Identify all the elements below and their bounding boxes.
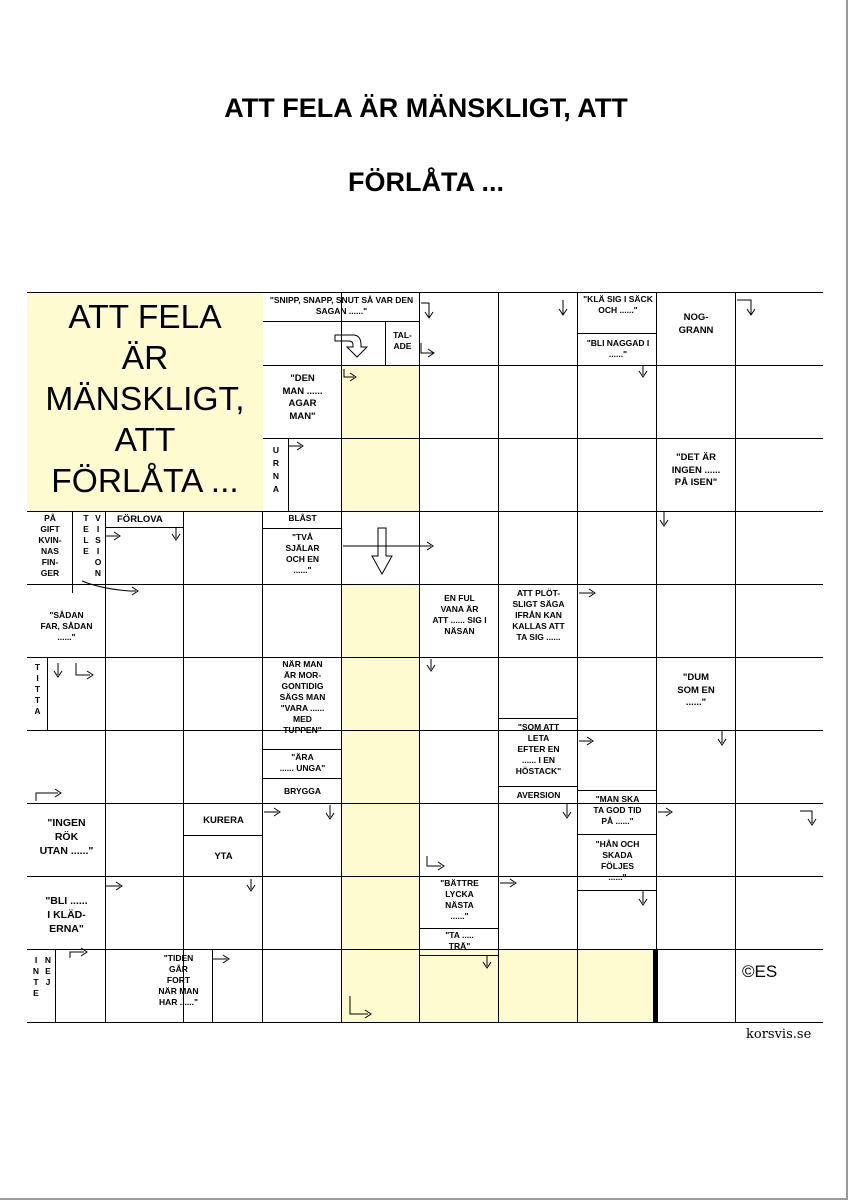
grid-cell[interactable]	[263, 877, 342, 950]
grid-cell[interactable]	[420, 731, 499, 804]
grid-cell[interactable]	[657, 731, 736, 804]
grid-cell[interactable]	[106, 658, 184, 731]
clue-sadan-far: "SÅDAN FAR, SÅDAN ......"	[40, 610, 93, 642]
divider	[578, 890, 657, 891]
grid-cell[interactable]	[263, 804, 342, 877]
grid-cell[interactable]	[420, 804, 499, 877]
clue-inte: I N T E	[32, 955, 40, 998]
grid-cell[interactable]	[499, 512, 578, 585]
clue-urna: U R N A	[272, 445, 280, 494]
divider	[263, 778, 342, 779]
clue-tiden-gar: "TIDEN GÅR FORT NÄR MAN HAR ......"	[158, 953, 199, 1007]
grid-cell[interactable]	[420, 439, 499, 512]
divider	[55, 950, 56, 1022]
grid-cell[interactable]	[263, 585, 342, 658]
grid-cell[interactable]	[578, 366, 657, 439]
divider	[263, 321, 420, 322]
divider	[499, 786, 578, 787]
clue-dum-som-en: "DUM SOM EN ......"	[677, 672, 715, 708]
grid-cell[interactable]	[578, 877, 657, 950]
grid-cell[interactable]	[578, 439, 657, 512]
clue-att-plotsligt: ATT PLÖT- SLIGT SÄGA IFRÅN KAN KALLAS ATT TA SIG ......	[512, 588, 565, 642]
grid-cell[interactable]	[736, 658, 823, 731]
grid-cell[interactable]	[736, 293, 823, 366]
clue-bli-i-kladerna: "BLI ...... I KLÄD- ERNA"	[45, 895, 88, 935]
grid-cell[interactable]	[657, 366, 736, 439]
grid-cell[interactable]	[578, 512, 657, 585]
clue-kurera: KURERA	[203, 815, 244, 826]
grid-cell[interactable]	[420, 512, 499, 585]
grid-cell[interactable]	[578, 950, 657, 1022]
grid-cell[interactable]	[342, 585, 420, 658]
copyright-mark: ©ES	[742, 962, 778, 981]
clue-han-och-skada: "HÅN OCH SKADA FÖLJES ......"	[595, 839, 640, 882]
clue-en-ful-vana: EN FUL VANA ÄR ATT ...... SIG I NÄSAN	[432, 593, 487, 636]
grid-cell[interactable]	[184, 658, 263, 731]
grid-cell[interactable]	[184, 731, 263, 804]
divider	[105, 527, 184, 528]
page-title-line-2: FÖRLÅTA ...	[348, 167, 504, 197]
divider	[72, 512, 73, 593]
divider	[288, 439, 289, 511]
grid-cell[interactable]	[342, 366, 420, 439]
grid-cell[interactable]	[736, 877, 823, 950]
grid-cell[interactable]	[499, 293, 578, 366]
grid-cell[interactable]	[106, 877, 184, 950]
grid-cell[interactable]	[499, 877, 578, 950]
grid-cell[interactable]	[342, 658, 420, 731]
grid-cell[interactable]	[499, 439, 578, 512]
grid-cell[interactable]	[736, 731, 823, 804]
grid-cell[interactable]	[184, 877, 263, 950]
grid-cell[interactable]	[657, 877, 736, 950]
clue-kla-sig: "KLÄ SIG I SÄCK OCH ......"	[583, 294, 653, 315]
grid-cell[interactable]	[342, 512, 420, 585]
grid-cell[interactable]	[342, 804, 420, 877]
grid-cell[interactable]	[736, 439, 823, 512]
grid-cell[interactable]	[263, 950, 342, 1022]
grid-cell[interactable]	[27, 731, 106, 804]
grid-cell[interactable]	[106, 731, 184, 804]
grid-cell[interactable]	[184, 512, 263, 585]
grid-cell[interactable]	[342, 877, 420, 950]
clue-aversion: AVERSION	[516, 790, 561, 800]
grid-cell[interactable]	[736, 804, 823, 877]
clue-blast: BLÅST	[288, 513, 317, 523]
clue-ingen-rok: "INGEN RÖK UTAN ......"	[39, 817, 94, 857]
grid-cell[interactable]	[420, 950, 499, 1022]
clue-brygga: BRYGGA	[284, 786, 321, 796]
divider	[499, 718, 578, 719]
clue-yta: YTA	[214, 851, 233, 862]
divider	[212, 950, 213, 1022]
clue-den-man: "DEN MAN ...... AGAR MAN"	[282, 373, 323, 422]
clue-nar-man: NÄR MAN ÄR MOR- GONTIDIG SÄGS MAN "VARA ...... MED TUPPEN"	[279, 659, 326, 735]
puzzle-title-panel: ATT FELA ÄR MÄNSKLIGT, ATT FÖRLÅTA ...	[27, 293, 263, 511]
clue-titta: T I T T A	[34, 662, 41, 716]
grid-cell[interactable]	[342, 950, 420, 1022]
grid-cell[interactable]	[499, 366, 578, 439]
divider	[263, 528, 342, 529]
divider	[578, 333, 657, 334]
grid-cell[interactable]	[736, 366, 823, 439]
grid-cell[interactable]	[578, 585, 657, 658]
clue-ara-unga: "ÄRA ...... UNGA"	[279, 752, 326, 773]
clue-tele: T E L E	[83, 513, 89, 556]
grid-cell[interactable]	[342, 439, 420, 512]
grid-cell[interactable]	[657, 804, 736, 877]
clue-vision: V I S I O N	[94, 513, 102, 578]
page-title-line-1: ATT FELA ÄR MÄNSKLIGT, ATT	[224, 93, 628, 123]
clue-battre-lycka: "BÄTTRE LYCKA NÄSTA ......"	[440, 878, 479, 921]
divider	[578, 834, 657, 835]
grid-cell[interactable]	[106, 585, 184, 658]
divider	[47, 658, 48, 730]
grid-cell[interactable]	[499, 804, 578, 877]
clue-forlova: FÖRLOVA	[117, 514, 163, 525]
clue-snipp-snapp: "SNIPP, SNAPP, SNUT SÅ VAR DEN SAGAN ......"	[269, 295, 414, 316]
grid-cell[interactable]	[420, 658, 499, 731]
grid-cell[interactable]	[499, 658, 578, 731]
black-bar	[653, 950, 658, 1022]
grid-cell[interactable]	[657, 585, 736, 658]
clue-man-ska-ta: "MAN SKA TA GOD TID PÅ ......"	[593, 794, 642, 826]
grid-cell[interactable]	[499, 950, 578, 1022]
grid-cell[interactable]	[657, 512, 736, 585]
grid-cell[interactable]	[184, 585, 263, 658]
grid-cell[interactable]	[578, 658, 657, 731]
clue-noggrann: NOG- GRANN	[678, 312, 714, 336]
grid-cell[interactable]	[736, 512, 823, 585]
divider	[420, 928, 499, 929]
clue-som-att-leta: "SOM ATT LETA EFTER EN ...... I EN HÖSTACK"	[515, 722, 562, 776]
divider	[184, 835, 263, 836]
clue-nej: N E J	[44, 955, 52, 987]
grid-cell[interactable]	[420, 293, 499, 366]
grid-cell[interactable]	[106, 804, 184, 877]
grid-cell[interactable]	[420, 366, 499, 439]
grid-cell[interactable]	[736, 950, 823, 1022]
clue-tva-sjalar: "TVÅ SJÄLAR OCH EN ......"	[285, 532, 320, 575]
clue-talade: TAL- ADE	[393, 330, 412, 351]
clue-ta-tra: "TA ..... TRÄ"	[445, 930, 474, 951]
grid-cell[interactable]	[736, 585, 823, 658]
divider	[263, 749, 342, 750]
grid-cell[interactable]	[342, 731, 420, 804]
divider	[578, 790, 657, 791]
divider	[420, 955, 499, 956]
clue-pa-gift: PÅ GIFT KVIN- NAS FIN- GER	[38, 513, 62, 578]
grid-cell[interactable]	[657, 950, 736, 1022]
site-footer: korsvis.se	[746, 1027, 812, 1042]
clue-det-ar-ingen: "DET ÄR INGEN ...... PÅ ISEN"	[671, 452, 721, 488]
clue-bli-naggad: "BLI NAGGAD I ......"	[586, 338, 650, 359]
